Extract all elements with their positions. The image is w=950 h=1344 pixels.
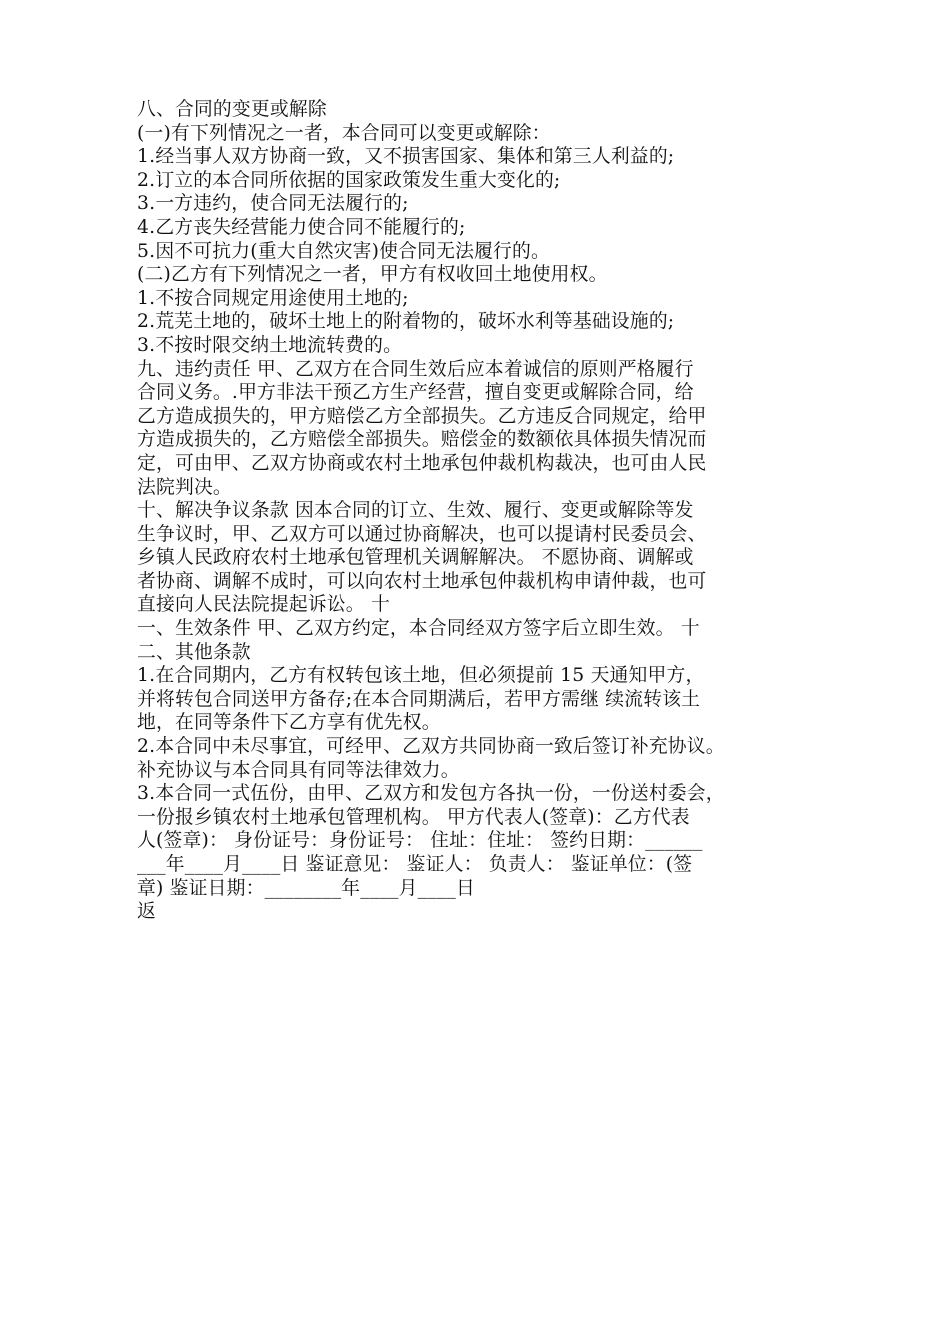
text-line: 4.乙方丧失经营能力使合同不能履行的; <box>137 216 466 238</box>
text-line: ___年____月____日 鉴证意见： 鉴证人： 负责人： 鉴证单位：(签 <box>137 854 693 875</box>
text-line: 3.一方违约，使合同无法履行的; <box>137 193 409 215</box>
text-line: 合同义务。.甲方非法干预乙方生产经营，擅自变更或解除合同，给 <box>137 382 694 404</box>
text-line: 2.订立的本合同所依据的国家政策发生重大变化的; <box>137 169 561 191</box>
text-line: 乙方造成损失的，甲方赔偿乙方全部损失。乙方违反合同规定，给甲 <box>137 405 707 427</box>
text-line: 八、合同的变更或解除 <box>137 99 327 120</box>
text-line: 十、解决争议条款 因本合同的订立、生效、履行、变更或解除等发 <box>137 500 694 522</box>
text-line: 1.在合同期内，乙方有权转包该土地，但必须提前 15 天通知甲方， <box>137 665 705 687</box>
text-line: (二)乙方有下列情况之一者，甲方有权收回土地使用权。 <box>137 264 608 286</box>
text-line: 1.不按合同规定用途使用土地的; <box>137 287 409 309</box>
text-line: 生争议时，甲、乙双方可以通过协商解决，也可以提请村民委员会、 <box>137 523 707 545</box>
text-line: 并将转包合同送甲方备存;在本合同期满后，若甲方需继 续流转该土 <box>137 688 701 710</box>
text-line: 3.不按时限交纳土地流转费的。 <box>137 334 403 356</box>
text-line: 一、生效条件 甲、乙双方约定，本合同经双方签字后立即生效。 十 <box>137 618 700 640</box>
text-line: 3.本合同一式伍份，由甲、乙双方和发包方各执一份，一份送村委会， <box>137 783 725 805</box>
text-line: 返 <box>137 901 156 923</box>
text-line: 九、违约责任 甲、乙双方在合同生效后应本着诚信的原则严格履行 <box>137 358 694 380</box>
text-line: 补充协议与本合同具有同等法律效力。 <box>137 759 460 781</box>
text-line: 一份报乡镇农村土地承包管理机构。 甲方代表人(签章)：乙方代表 <box>137 806 690 828</box>
text-line: (一)有下列情况之一者，本合同可以变更或解除： <box>137 122 551 144</box>
text-line: 法院判决。 <box>137 476 232 498</box>
text-line: 章) 鉴证日期：________年____月____日 <box>137 877 475 899</box>
text-line: 者协商、调解不成时，可以向农村土地承包仲裁机构申请仲裁，也可 <box>137 570 707 592</box>
text-line: 5.因不可抗力(重大自然灾害)使合同无法履行的。 <box>137 240 550 262</box>
text-line: 2.本合同中未尽事宜，可经甲、乙双方共同协商一致后签订补充协议。 <box>137 736 725 758</box>
text-line: 定，可由甲、乙双方协商或农村土地承包仲裁机构裁决，也可由人民 <box>137 452 707 474</box>
text-line: 直接向人民法院提起诉讼。 十 <box>137 594 390 616</box>
text-line: 人(签章)： 身份证号：身份证号： 住址：住址： 签约日期：______ <box>137 830 703 852</box>
document-body <box>137 98 829 924</box>
text-line: 二、其他条款 <box>137 641 251 663</box>
text-line: 1.经当事人双方协商一致，又不损害国家、集体和第三人利益的; <box>137 146 675 168</box>
text-line: 乡镇人民政府农村土地承包管理机关调解解决。 不愿协商、调解或 <box>137 547 694 569</box>
text-line: 方造成损失的，乙方赔偿全部损失。赔偿金的数额依具体损失情况而 <box>137 429 707 451</box>
text-line: 地，在同等条件下乙方享有优先权。 <box>137 712 441 734</box>
text-line: 2.荒芜土地的，破坏土地上的附着物的，破坏水利等基础设施的; <box>137 311 675 333</box>
